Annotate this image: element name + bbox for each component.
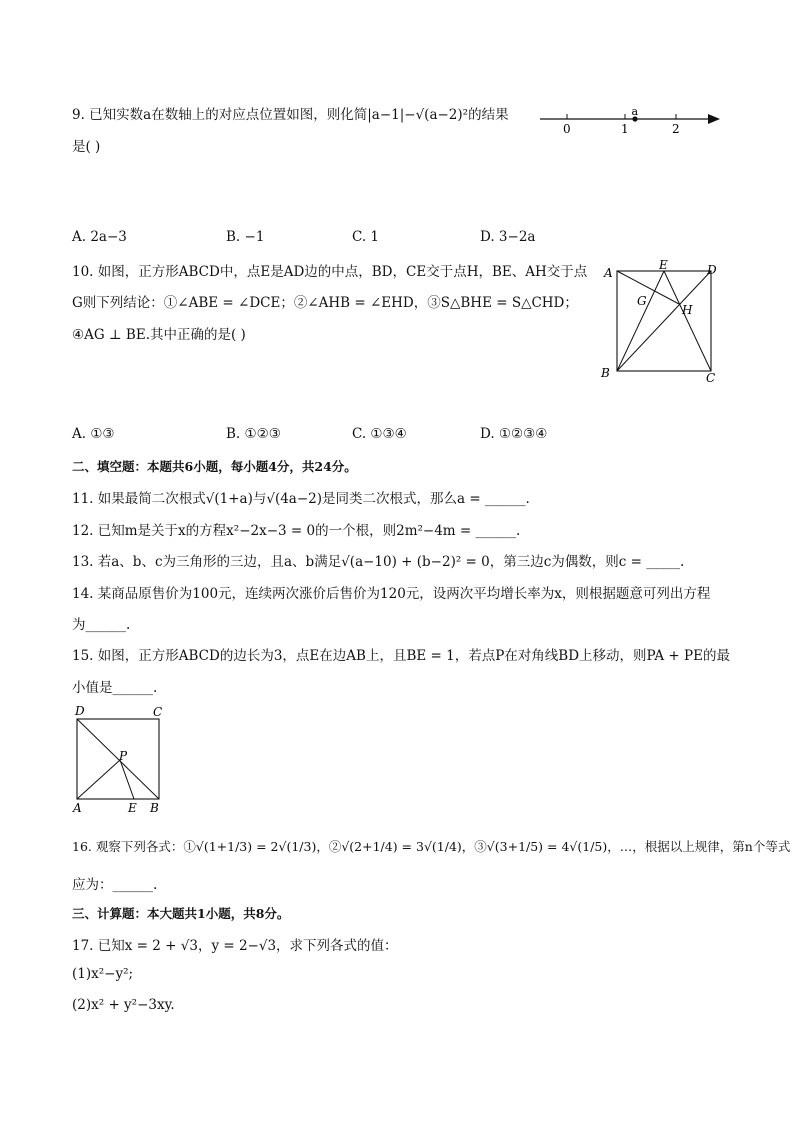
q10-stem-line3: ④AG ⊥ BE.其中正确的是( ) — [72, 327, 246, 343]
q15-line2: 小值是______. — [72, 680, 158, 696]
q16-line2: 应为：______. — [72, 877, 158, 893]
q9-stem-line1: 9. 已知实数a在数轴上的对应点位置如图，则化简|a−1|−√(a−2)²的结果 — [72, 107, 509, 123]
q10-option-d[interactable]: D. ①②③④ — [480, 426, 548, 442]
segment-pe — [120, 760, 134, 799]
figure10-label-h: H — [682, 303, 693, 317]
figure15-label-p: P — [119, 749, 128, 763]
number-line-tick-1: 1 — [621, 122, 629, 136]
q16-line1: 16. 观察下列各式：①√(1+1/3) = 2√(1/3)，②√(2+1/4) = 3√(1/4)，③√(3+1/5) = 4√(1/5)，…，根据以上规律，第n个等式 — [72, 839, 791, 854]
q10-option-a[interactable]: A. ①③ — [72, 426, 115, 442]
q17-stem: 17. 已知x = 2 + √3，y = 2−√3，求下列各式的值： — [72, 938, 398, 954]
number-line-point-label: a — [631, 105, 639, 118]
q9-stem-line2: 是( ) — [72, 139, 101, 155]
q15-line1: 15. 如图，正方形ABCD的边长为3，点E在边AB上，且BE = 1，若点P在对角线BD上移动，则PA + PE的最 — [72, 648, 730, 664]
number-line-arrow-icon — [708, 114, 720, 124]
q10-option-b[interactable]: B. ①②③ — [226, 426, 281, 442]
segment-be — [617, 271, 664, 371]
q17-part1: (1)x²−y²; — [72, 966, 134, 982]
square-abcd-figure-q15 — [70, 702, 170, 818]
figure10-label-e: E — [659, 258, 668, 272]
q11-text: 11. 如果最简二次根式√(1+a)与√(4a−2)是同类二次根式，那么a = ______. — [72, 491, 530, 507]
q9-option-b[interactable]: B. −1 — [226, 229, 265, 245]
figure15-label-d: D — [75, 704, 85, 718]
q9-option-c[interactable]: C. 1 — [352, 229, 380, 245]
q10-option-c[interactable]: C. ①③④ — [352, 426, 407, 442]
q9-option-a[interactable]: A. 2a−3 — [72, 229, 127, 245]
segment-ah — [617, 271, 679, 304]
number-line-tick-2: 2 — [672, 122, 680, 136]
q13-text: 13. 若a、b、c为三角形的三边，且a、b满足√(a−10) + (b−2)² = 0，第三边c为偶数，则c = _____. — [72, 554, 685, 570]
segment-pa — [77, 760, 120, 799]
q14-line2: 为______. — [72, 617, 131, 633]
figure10-label-c: C — [706, 371, 716, 385]
figure10-label-a: A — [604, 266, 613, 280]
q10-stem-line1: 10. 如图，正方形ABCD中，点E是AD边的中点，BD，CE交于点H，BE、AH交于点 — [72, 264, 588, 280]
square-abcd-figure — [596, 258, 726, 388]
q12-text: 12. 已知m是关于x的方程x²−2x−3 = 0的一个根，则2m²−4m = ______. — [72, 523, 521, 539]
figure15-label-e: E — [128, 801, 137, 815]
figure15-label-c: C — [153, 705, 163, 719]
q9-option-d[interactable]: D. 3−2a — [480, 229, 536, 245]
q10-stem-line2: G则下列结论：①∠ABE = ∠DCE；②∠AHB = ∠EHD，③S△BHE = S△CHD； — [72, 295, 578, 311]
figure10-label-d: D — [707, 263, 717, 277]
q17-part2: (2)x² + y²−3xy. — [72, 997, 175, 1013]
number-line-tick-0: 0 — [563, 122, 571, 136]
section-2-heading: 二、填空题：本题共6小题，每小题4分，共24分。 — [72, 459, 357, 474]
figure15-label-a: A — [73, 801, 82, 815]
figure15-label-b: B — [150, 801, 159, 815]
segment-ce — [664, 271, 711, 371]
diagonal-bd — [77, 719, 159, 799]
figure10-label-g: G — [637, 294, 647, 308]
q14-line1: 14. 某商品原售价为100元，连续两次涨价后售价为120元，设两次平均增长率为x，则根据题意可列出方程 — [72, 586, 711, 602]
figure10-label-b: B — [601, 366, 610, 380]
number-line-figure — [536, 105, 726, 137]
segment-bd — [617, 271, 711, 371]
section-3-heading: 三、计算题：本大题共1小题，共8分。 — [72, 906, 290, 921]
